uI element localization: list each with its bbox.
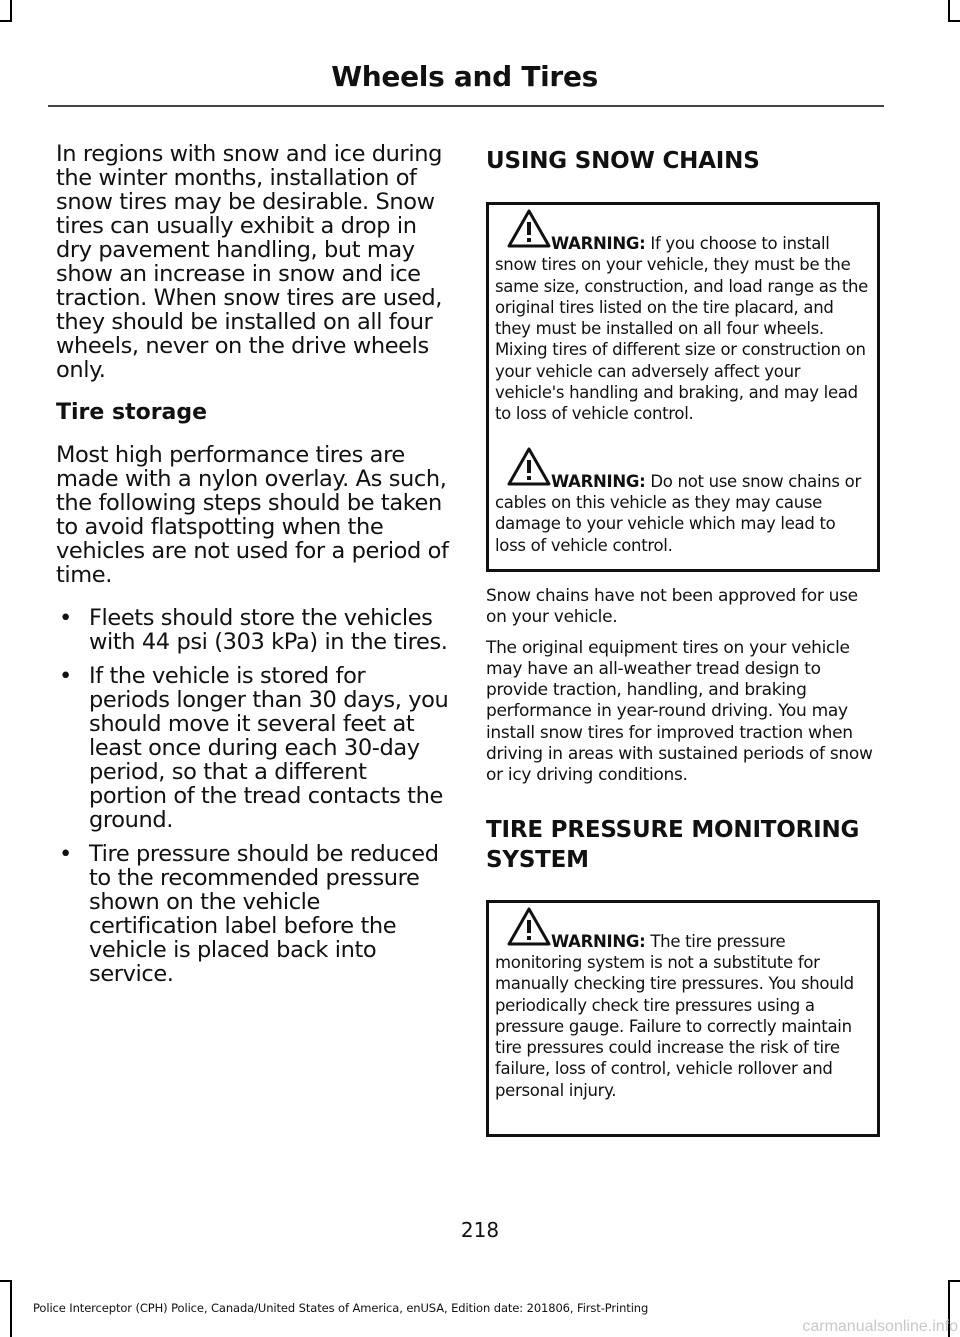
tpms-heading-line: TIRE PRESSURE MONITORING <box>486 816 860 843</box>
warning-item <box>495 471 871 556</box>
warning-text: The tire pressure monitoring system is not a substitute for manually checking tire pressures. You should periodically check tire pressures using a pressure gauge. Failure to correctly maintain tire pressures could increase the risk of tire failure, loss of control, vehicle rollover and personal injury. <box>495 931 854 1100</box>
snow-chains-paragraph: Snow chains have not been approved for use on your vehicle. <box>486 586 858 628</box>
tpms-heading-line: SYSTEM <box>486 846 589 873</box>
crop-mark <box>0 1280 12 1282</box>
warning-item <box>495 233 871 425</box>
crop-mark <box>948 1280 960 1282</box>
snow-tires-paragraph: The original equipment tires on your vehicle may have an all-weather tread design to provide traction, handling, and braking performance in year-round driving. You may install snow tires for improved traction when driving in areas with sustained periods of snow or icy driving conditions. <box>486 637 873 786</box>
warning-text: If you choose to install snow tires on your vehicle, they must be the same size, construction, and load range as the original tires listed on the tire placard, and they must be installed on all four wheels. Mixing tires of different size or construction on your vehicle can adversely affect your vehicle's handling and braking, and may lead to loss of vehicle control. <box>495 234 869 424</box>
crop-mark <box>948 0 950 22</box>
crop-mark <box>10 1280 12 1337</box>
tire-storage-paragraph: Most high performance tires are made with a nylon overlay. As such, the following steps should be taken to avoid flatspotting when the vehicles are not used for a period of time. <box>56 442 449 588</box>
warning-box <box>486 900 880 1137</box>
page-title: Wheels and Tires <box>331 60 598 93</box>
bullet-icon: • <box>59 841 72 867</box>
warning-label: WARNING: <box>551 471 646 491</box>
bullet-icon: • <box>59 605 72 631</box>
list-item <box>56 842 450 986</box>
warning-triangle-icon <box>507 907 551 947</box>
intro-paragraph: In regions with snow and ice during the winter months, installation of snow tires may be desirable. Snow tires can usually exhibit a drop in dry pavement handling, but may show an increase in snow and ice traction. When snow tires are used, they should be installed on all four wheels, never on the drive wheels only. <box>56 141 443 383</box>
bullet-text: Fleets should store the vehicles with 44 psi (303 kPa) in the tires. <box>89 605 448 655</box>
warning-label: WARNING: <box>551 234 646 253</box>
right-column <box>486 142 880 1137</box>
left-column <box>56 142 450 996</box>
warning-text: Do not use snow chains or cables on this vehicle as they may cause damage to your vehicle which may lead to loss of vehicle control. <box>495 471 861 555</box>
storage-bullet-list <box>56 606 450 986</box>
warning-box <box>486 202 880 572</box>
warning-item <box>495 931 871 1101</box>
bullet-text: Tire pressure should be reduced to the recommended pressure shown on the vehicle certification label before the vehicle is placed back into service. <box>89 841 439 987</box>
page-number: 218 <box>460 1218 500 1242</box>
snow-chains-heading: USING SNOW CHAINS <box>486 148 760 174</box>
bullet-icon: • <box>59 663 72 689</box>
warning-triangle-icon <box>507 447 551 487</box>
list-item <box>56 664 450 832</box>
warning-label: WARNING: <box>551 931 646 951</box>
tpms-heading <box>486 815 880 875</box>
header-divider <box>48 105 884 107</box>
list-item <box>56 606 450 654</box>
footer-text: Police Interceptor (CPH) Police, Canada/United States of America, enUSA, Edition date: 201806, First-Printing <box>33 1301 649 1315</box>
crop-mark <box>10 0 12 22</box>
bullet-text: If the vehicle is stored for periods longer than 30 days, you should move it several feet at least once during each 30-day period, so that a different portion of the tread contacts the ground. <box>89 663 449 833</box>
crop-mark <box>0 20 12 22</box>
watermark: carmanualsonline.info <box>802 1318 958 1335</box>
warning-triangle-icon <box>507 209 551 249</box>
tire-storage-heading: Tire storage <box>56 400 208 425</box>
crop-mark <box>948 20 960 22</box>
